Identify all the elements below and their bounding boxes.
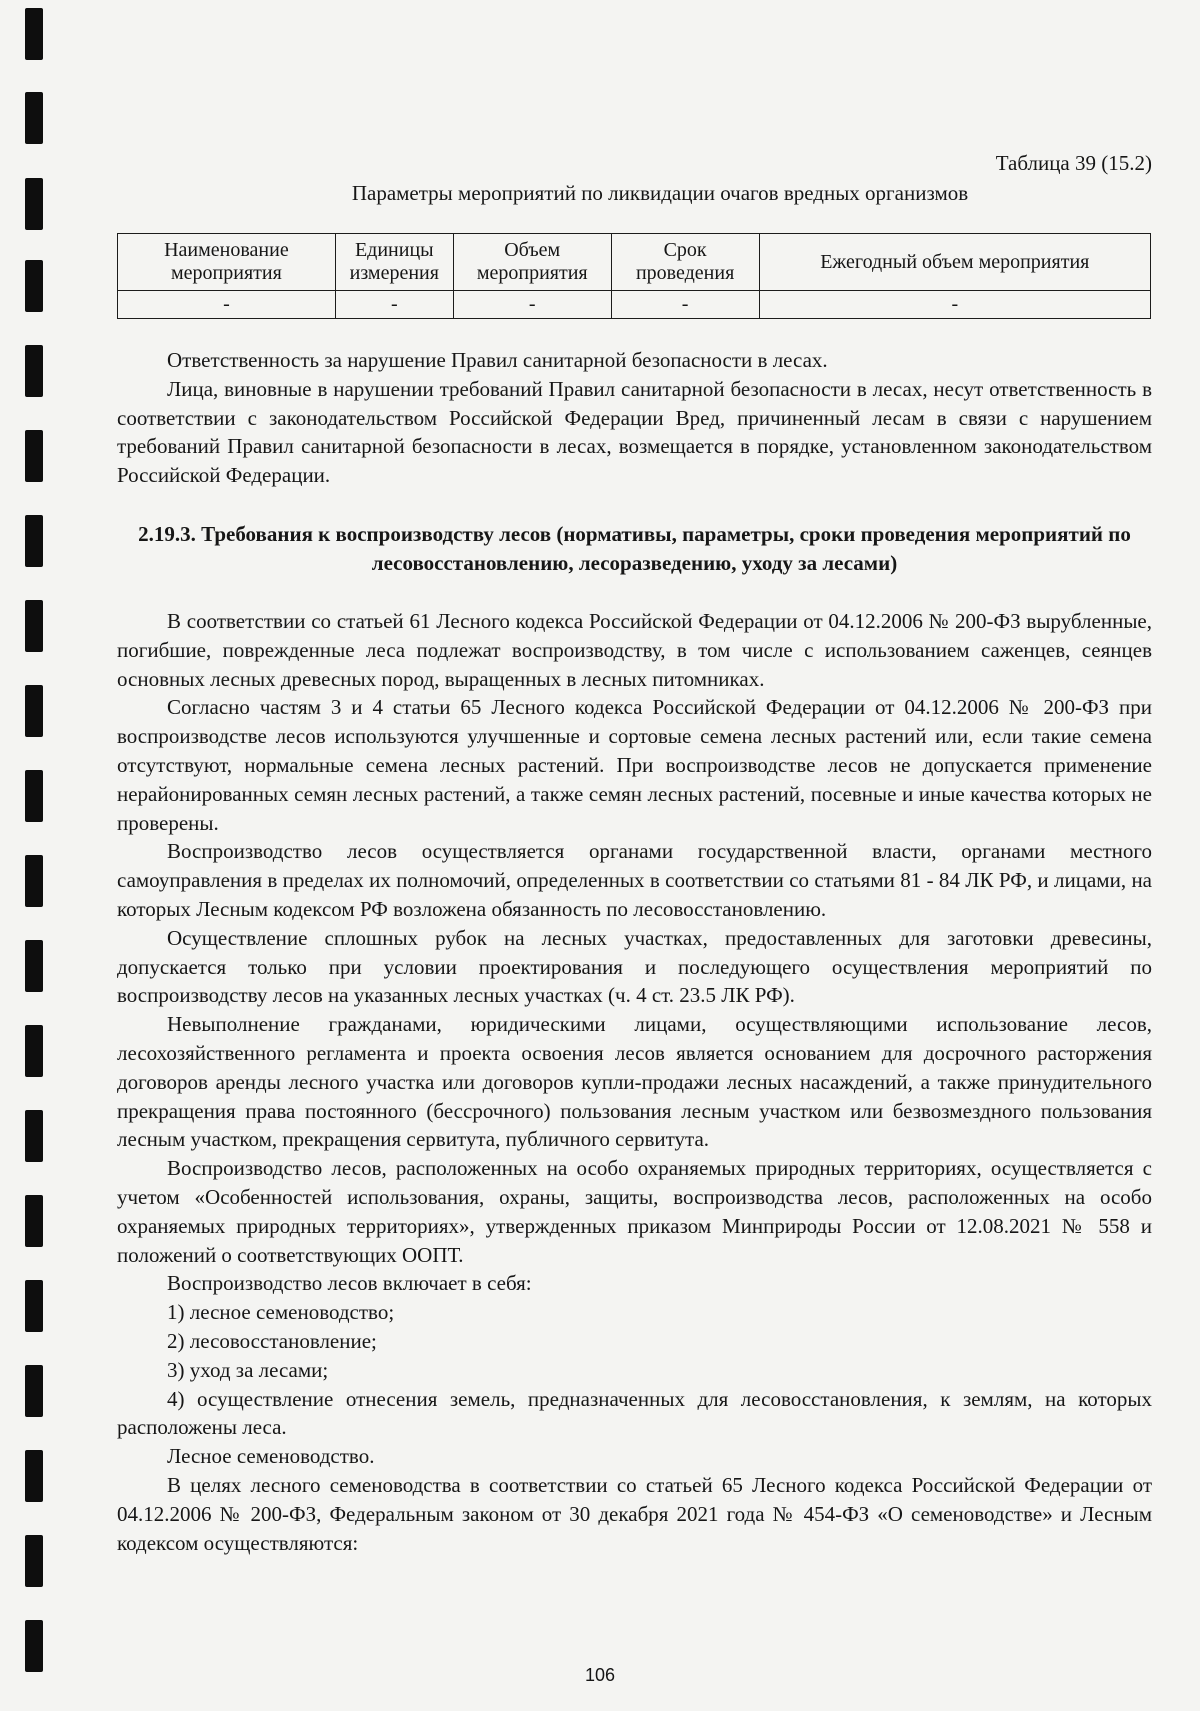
binding-marks (0, 0, 60, 1711)
page-number: 106 (584, 1665, 616, 1685)
binding-mark (25, 92, 43, 144)
paragraph: Воспроизводство лесов, расположенных на особо охраняемых природных территориях, осуществляется с учетом «Особенностей использования, охраны, защиты, воспроизводства лесов, расположенных на особо охраняемых природных территориях», утвержденных приказом Минприроды России от 12.08.2021 № 558 и положений о соответствующих ООПТ. (117, 1156, 1152, 1267)
list-item: 4) осуществление отнесения земель, предназначенных для лесовосстановления, к землям, на которых расположены леса. (117, 1386, 1152, 1440)
header-cell-annual-volume: Ежегодный объем мероприятия (759, 234, 1150, 291)
binding-mark (25, 855, 43, 907)
binding-mark (25, 430, 43, 482)
responsibility-block (117, 346, 1152, 490)
binding-mark (25, 770, 43, 822)
subheading: Лесное семеноводство. (167, 1444, 375, 1469)
paragraph: Невыполнение гражданами, юридическими лицами, осуществляющими использование лесов, лесохозяйственного регламента и проекта освоения лесов является основанием для досрочного расторжения договоров аренды лесного участка или договоров купли-продажи лесных насаждений, а также принудительного прекращения права постоянного (бессрочного) пользования лесным участком или безвозмездного пользования лесным участком, прекращения сервитута, публичного сервитута. (117, 1012, 1152, 1152)
binding-mark (25, 1365, 43, 1417)
paragraph: Согласно частям 3 и 4 статьи 65 Лесного кодекса Российской Федерации от 04.12.2006 № 200-ФЗ при воспроизводстве лесов используются улучшенные и сортовые семена лесных растений или, если такие семена отсутствуют, нормальные семена лесных растений. При воспроизводстве лесов не допускается применение нерайонированных семян лесных растений, а также семян лесных растений, посевные и иные качества которых не проверены. (117, 695, 1152, 835)
binding-mark (25, 1535, 43, 1587)
table-cell: - (335, 291, 453, 319)
binding-mark (25, 8, 43, 60)
header-cell-units: Единицы измерения (335, 234, 453, 291)
list-item: 3) уход за лесами; (167, 1357, 329, 1382)
table-number: Таблица 39 (15.2) (995, 151, 1152, 175)
binding-mark (25, 1280, 43, 1332)
header-cell-term: Срок проведения (611, 234, 759, 291)
section-heading: 2.19.3. Требования к воспроизводству лесов (нормативы, параметры, сроки проведения мероприятий по лесовосстановлению, лесоразведению, уходу за лесами) (138, 522, 1131, 575)
paragraph: В целях лесного семеноводства в соответствии со статьей 65 Лесного кодекса Российской Федерации от 04.12.2006 № 200-ФЗ, Федеральным законом от 30 декабря 2021 года № 454-ФЗ «О семеноводстве» и Лесным кодексом осуществляются: (117, 1472, 1152, 1555)
table-title: Параметры мероприятий по ликвидации очагов вредных организмов (351, 181, 969, 205)
binding-mark (25, 345, 43, 397)
header-cell-volume: Объем мероприятия (453, 234, 611, 291)
section-body (117, 607, 1152, 1557)
binding-mark (25, 1110, 43, 1162)
parameters-table (117, 233, 1151, 319)
responsibility-text: Лица, виновные в нарушении требований Правил санитарной безопасности в лесах, несут ответственность в соответствии с законодательством Российской Федерации Вред, причиненный лесам в связи с нарушением требований Правил санитарной безопасности в лесах, возмещается в порядке, установленном законодательством Российской Федерации. (117, 376, 1152, 488)
binding-mark (25, 600, 43, 652)
table-header-row (118, 234, 1151, 291)
table-cell: - (759, 291, 1150, 319)
binding-mark (25, 1195, 43, 1247)
paragraph: В соответствии со статьей 61 Лесного кодекса Российской Федерации от 04.12.2006 № 200-ФЗ вырубленные, погибшие, поврежденные леса подлежат воспроизводству, в том числе с использованием саженцев, сеянцев основных лесных древесных пород, выращенных в лесных питомниках. (117, 609, 1152, 691)
binding-mark (25, 515, 43, 567)
table-cell: - (453, 291, 611, 319)
table-cell: - (118, 291, 336, 319)
binding-mark (25, 1025, 43, 1077)
list-item: 1) лесное семеноводство; (167, 1300, 395, 1325)
binding-mark (25, 260, 43, 312)
table-row (118, 291, 1151, 319)
responsibility-heading: Ответственность за нарушение Правил санитарной безопасности в лесах. (167, 348, 828, 372)
list-intro: Воспроизводство лесов включает в себя: (167, 1271, 532, 1296)
table-cell: - (611, 291, 759, 319)
list-item: 2) лесовосстановление; (167, 1328, 377, 1353)
binding-mark (25, 940, 43, 992)
paragraph: Воспроизводство лесов осуществляется органами государственной власти, органами местного самоуправления в пределах их полномочий, определенных в соответствии со статьями 81 - 84 ЛК РФ, и лицами, на которых Лесным кодексом РФ возложена обязанность по лесовосстановлению. (117, 839, 1152, 921)
paragraph: Осуществление сплошных рубок на лесных участках, предоставленных для заготовки древесины, допускается только при условии проектирования и последующего осуществления мероприятий по воспроизводству лесов на указанных лесных участках (ч. 4 ст. 23.5 ЛК РФ). (117, 925, 1152, 1008)
binding-mark (25, 1450, 43, 1502)
header-cell-name: Наименование мероприятия (118, 234, 336, 291)
binding-mark (25, 685, 43, 737)
